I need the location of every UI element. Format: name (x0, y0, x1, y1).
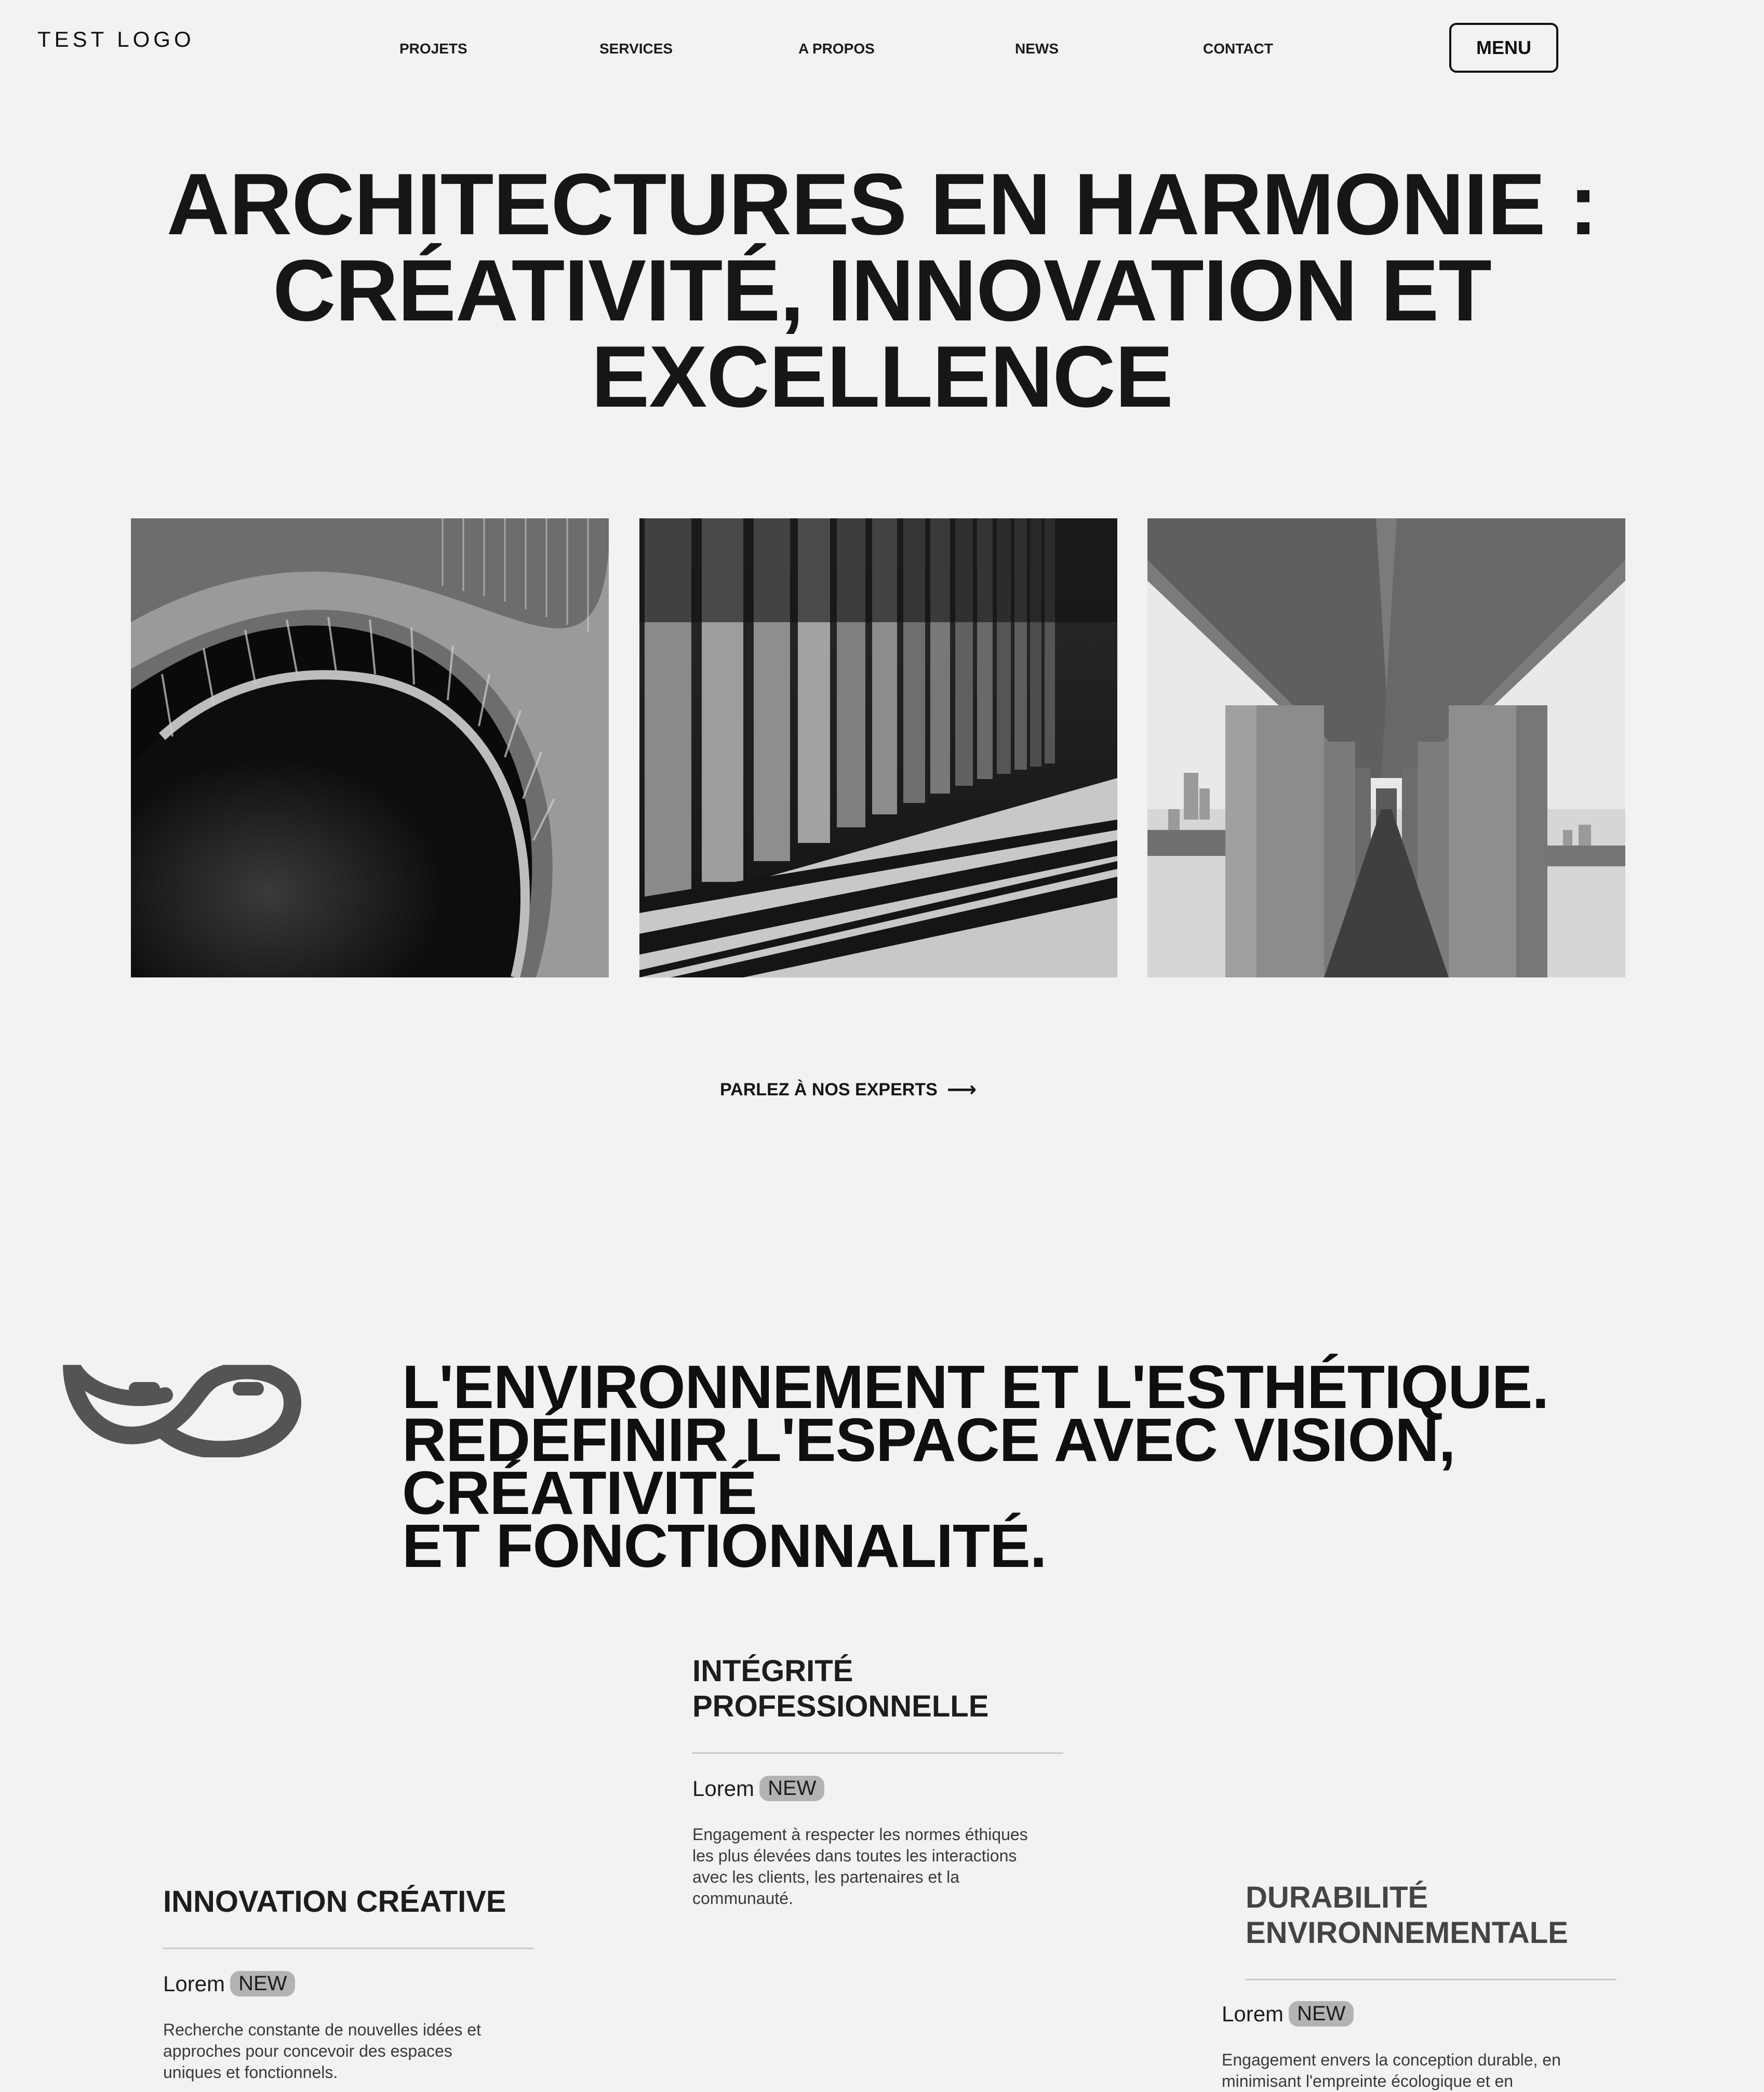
desc-line: Recherche constante de nouvelles idées et (163, 2020, 481, 2039)
photo-spiral-staircase (131, 518, 609, 977)
environment-title (402, 1353, 1732, 1580)
value-title (692, 1654, 1063, 1724)
nav-services[interactable]: SERVICES (599, 41, 673, 57)
new-badge: NEW (759, 1776, 824, 1801)
menu-button[interactable]: MENU (1449, 23, 1558, 73)
value-durabilite (1222, 1880, 1616, 2092)
new-badge: NEW (230, 1971, 295, 1996)
divider (1246, 1979, 1616, 1980)
value-title (163, 1884, 534, 1920)
desc-line: communauté. (692, 1889, 793, 1908)
value-integrite (692, 1654, 1063, 1909)
value-title-line: DURABILITÉ (1246, 1881, 1428, 1914)
nav-contact[interactable]: CONTACT (1203, 41, 1273, 57)
desc-line: avec les clients, les partenaires et la (692, 1868, 960, 1886)
cta-link[interactable] (720, 1079, 977, 1100)
divider (163, 1948, 534, 1949)
desc-line: minimisant l'empreinte écologique et en (1222, 2072, 1514, 2090)
value-description (163, 2019, 534, 2083)
desc-line: Engagement à respecter les normes éthiques (692, 1825, 1028, 1844)
environment-title-line-2: REDÉFINIR L'ESPACE AVEC VISION, CRÉATIVITÉ (402, 1406, 1455, 1527)
nav-projets[interactable]: PROJETS (399, 41, 467, 57)
arrow-right-icon: ⟶ (946, 1078, 977, 1101)
desc-line: les plus élevées dans toutes les interactions (692, 1846, 1017, 1865)
value-lorem (1222, 2001, 1616, 2027)
environment-title-line-3: ET FONCTIONNALITÉ. (402, 1512, 1047, 1580)
value-innovation (163, 1884, 534, 2083)
desc-line: approches pour concevoir des espaces (163, 2042, 452, 2060)
nav-a-propos[interactable]: A PROPOS (798, 41, 875, 57)
value-description (1222, 2049, 1616, 2092)
environment-title-line-1: L'ENVIRONNEMENT ET L'ESTHÉTIQUE. (402, 1353, 1549, 1422)
value-lorem (163, 1971, 534, 1996)
value-title-line: ENVIRONNEMENTALE (1246, 1916, 1568, 1950)
divider (692, 1752, 1063, 1754)
desc-line: Engagement envers la conception durable, en (1222, 2050, 1561, 2069)
lorem-text: Lorem (1222, 2001, 1284, 2026)
brand-mark-icon (61, 1359, 311, 1457)
hero-title-line-3: EXCELLENCE (591, 328, 1173, 425)
lorem-text: Lorem (163, 1971, 225, 1996)
value-description (692, 1824, 1063, 1909)
nav-news[interactable]: NEWS (1015, 41, 1059, 57)
value-lorem (692, 1776, 1063, 1801)
value-title-line: INTÉGRITÉ (692, 1654, 853, 1688)
value-title-line: INNOVATION CRÉATIVE (163, 1885, 506, 1919)
value-title-line: PROFESSIONNELLE (692, 1689, 989, 1723)
photo-bridge-underside (1147, 518, 1625, 977)
value-title (1246, 1880, 1616, 1951)
cta-label: PARLEZ À NOS EXPERTS (720, 1079, 938, 1099)
logo[interactable]: TEST LOGO (37, 27, 195, 51)
desc-line: uniques et fonctionnels. (163, 2063, 338, 2082)
hero-title (104, 155, 1660, 425)
photo-colonnade (639, 518, 1117, 977)
hero-title-line-2: CRÉATIVITÉ, INNOVATION ET (273, 242, 1491, 339)
hero-title-line-1: ARCHITECTURES EN HARMONIE : (166, 155, 1598, 253)
lorem-text: Lorem (692, 1776, 755, 1801)
new-badge: NEW (1289, 2001, 1354, 2027)
